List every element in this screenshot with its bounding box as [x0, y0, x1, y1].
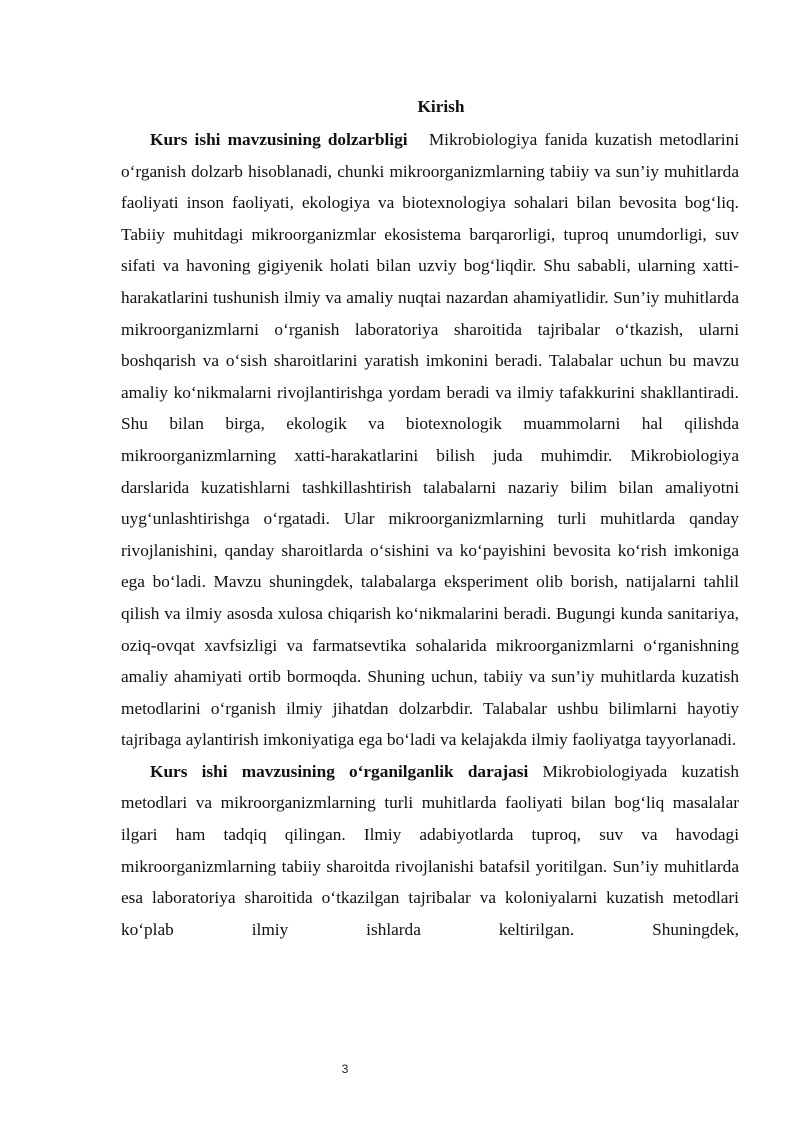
paragraph-lead: Kurs ishi mavzusining o‘rganilganlik darajasi	[150, 761, 529, 781]
paragraph-text: Mikrobiologiyada kuzatish metodlari va mikroorganizmlarning turli muhitlarda faoliyati bilan bog‘liq masalalar ilgari ham tadqiq qilingan. Ilmiy adabiyotlarda tuproq, suv va havodagi mikroorganizmlarning tabiiy sharoitda rivojlanishi batafsil yoritilgan. Sun’iy muhitlarda esa laboratoriya sharoitida o‘tkazilgan tajribalar va koloniyalarni kuzatish metodlari ko‘plab ilmiy ishlarda keltirilgan. Shuningdek,	[121, 761, 740, 939]
page-number: 3	[341, 1062, 349, 1076]
paragraph-study-level	[121, 756, 739, 946]
paragraph-relevance	[121, 124, 739, 756]
page-content	[121, 90, 739, 945]
paragraph-lead: Kurs ishi mavzusining dolzarbligi	[150, 130, 408, 149]
section-title: Kirish	[417, 97, 465, 116]
paragraph-text: Mikrobiologiya fanida kuzatish metodlarini o‘rganish dolzarb hisoblanadi, chunki mikroorganizmlarning tabiiy va sun’iy muhitlarda faoliyati inson faoliyati, ekologiya va biotexnologiya sohalari bilan bevosita bog‘liq. Tabiiy muhitdagi mikroorganizmlar ekosistema barqarorligi, tuproq unumdorligi, suv sifati va havoning gigiyenik holati bilan uzviy bog‘liqdir. Shu sababli, ularning xatti-harakatlarini tushunish ilmiy va amaliy nuqtai nazardan ahamiyatlidir. Sun’iy muhitlarda mikroorganizmlarni o‘rganish laboratoriya sharoitida tajribalar o‘tkazish, ularni boshqarish va o‘sish sharoitlarini yaratish imkonini beradi. Talabalar uchun bu mavzu amaliy ko‘nikmalarni rivojlantirishga yordam beradi va ilmiy tafakkurini shakllantiradi. Shu bilan birga, ekologik va biotexnologik muammolarni hal qilishda mikroorganizmlarning xatti-harakatlarini bilish juda muhimdir. Mikrobiologiya darslarida kuzatishlarni tashkillashtirish talabalarni nazariy bilim bilan amaliyotni uyg‘unlashtirishga o‘rgatadi. Ular mikroorganizmlarning turli muhitlarda qanday rivojlanishini, qanday sharoitlarda o‘sishini va ko‘payishini bevosita ko‘rish imkoniga ega bo‘ladi. Mavzu shuningdek, talabalarga eksperiment olib borish, natijalarni tahlil qilish va ilmiy asosda xulosa chiqarish ko‘nikmalarini beradi. Bugungi kunda sanitariya, oziq-ovqat xavfsizligi va farmatsevtika sohalarida mikroorganizmlarni o‘rganishning amaliy ahamiyati ortib bormoqda. Shuning uchun, tabiiy va sun’iy muhitlarda kuzatish metodlarini o‘rganish ilmiy jihatdan dolzarbdir. Talabalar ushbu bilimlarni hayotiy tajribaga aylantirish imkoniyatiga ega bo‘ladi va kelajakda ilmiy faoliyatga tayyorlanadi.	[121, 130, 740, 750]
